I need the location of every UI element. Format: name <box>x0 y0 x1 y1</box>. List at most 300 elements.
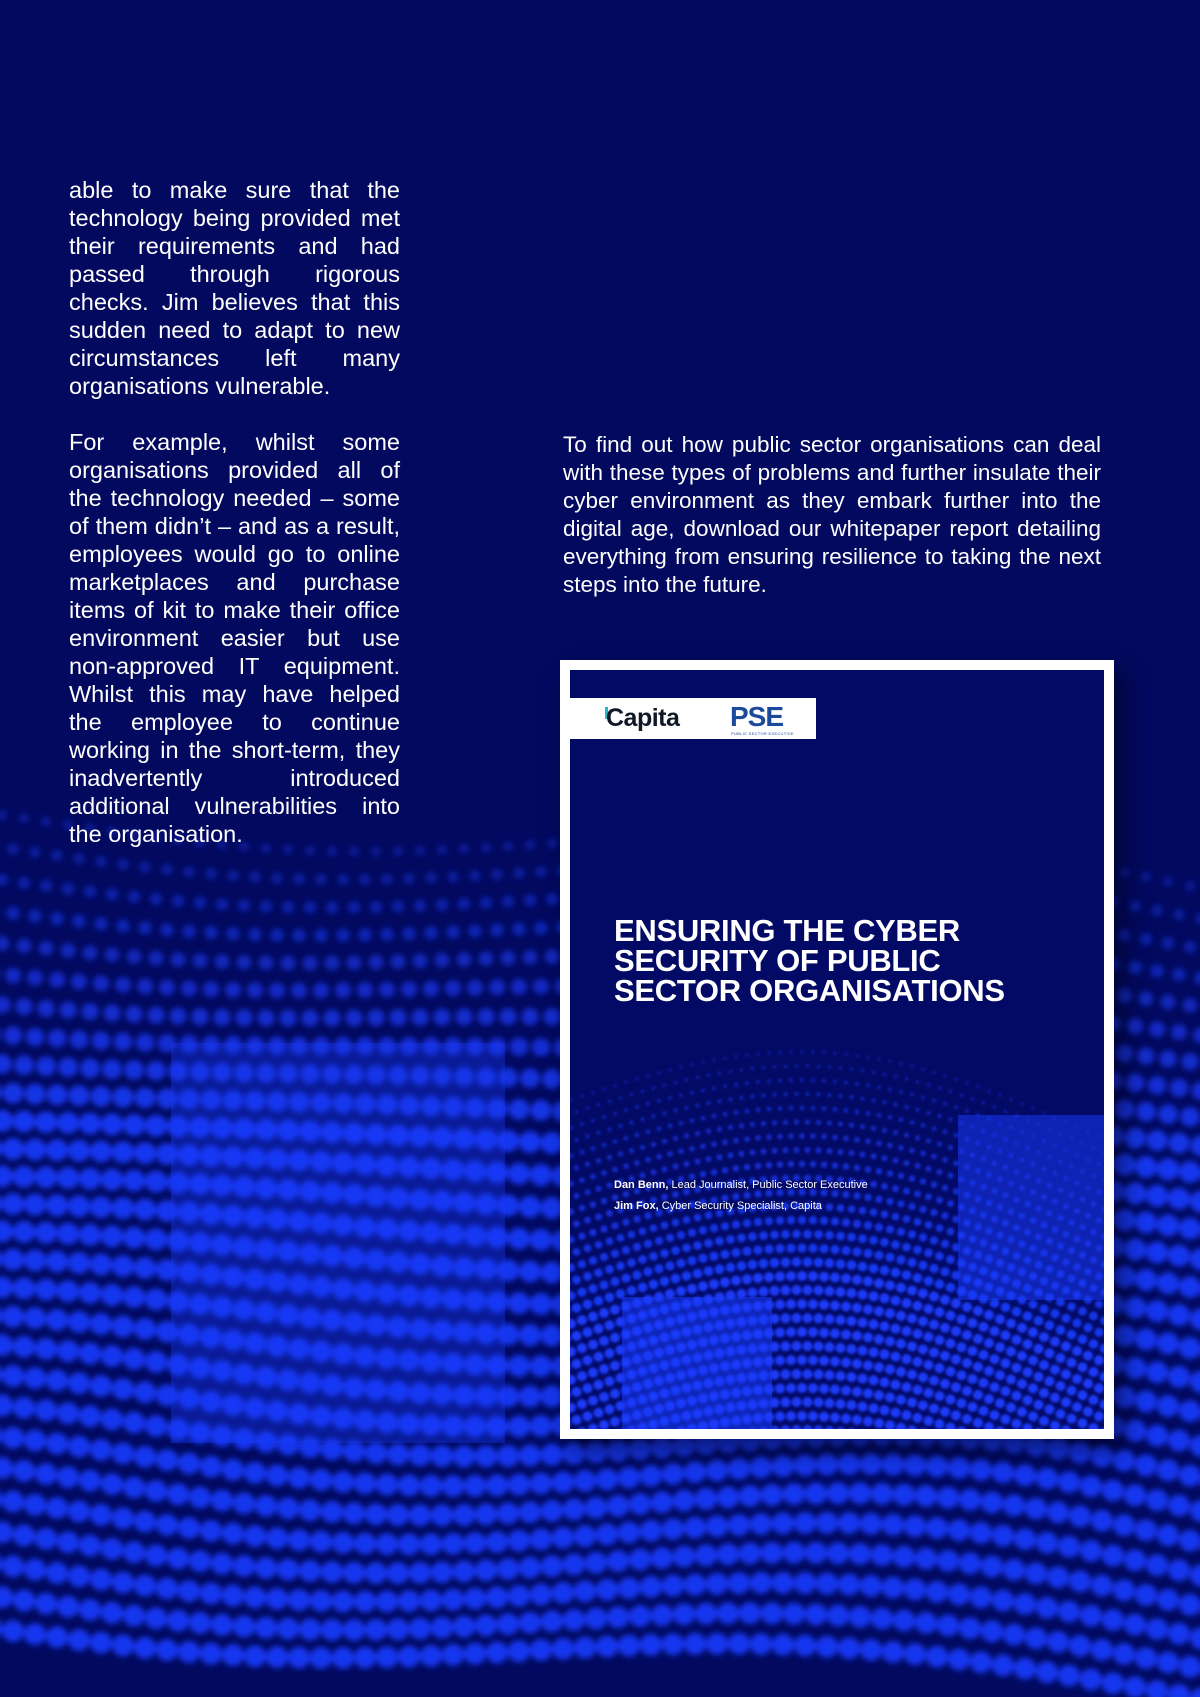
decorative-dot <box>619 1096 623 1100</box>
decorative-dot <box>838 1453 860 1475</box>
decorative-dot <box>35 1279 57 1301</box>
decorative-dot <box>247 982 263 998</box>
decorative-dot <box>1102 1545 1124 1567</box>
decorative-dot <box>679 1093 683 1097</box>
decorative-dot <box>781 1285 791 1295</box>
decorative-dot <box>915 1135 920 1140</box>
decorative-dot <box>365 1503 387 1525</box>
decorative-dot <box>398 1474 420 1496</box>
decorative-dot <box>733 1138 739 1144</box>
decorative-dot <box>853 1192 860 1199</box>
decorative-dot <box>595 1213 602 1220</box>
decorative-dot <box>836 1315 846 1325</box>
decorative-dot <box>159 980 175 996</box>
decorative-dot <box>90 1141 112 1163</box>
decorative-dot <box>992 1654 1014 1676</box>
decorative-dot <box>984 1366 994 1376</box>
decorative-dot <box>827 1542 849 1564</box>
decorative-dot <box>1100 1400 1105 1410</box>
decorative-dot <box>814 1285 824 1295</box>
decorative-dot <box>226 927 240 941</box>
decorative-dot <box>35 1222 57 1244</box>
decorative-dot <box>583 1300 593 1310</box>
decorative-dot <box>27 970 43 986</box>
decorative-dot <box>662 1518 684 1540</box>
decorative-dot <box>742 1274 752 1284</box>
decorative-dot <box>858 1290 868 1300</box>
decorative-dot <box>897 1228 905 1236</box>
decorative-dot <box>629 1438 651 1460</box>
decorative-dot <box>46 1251 68 1273</box>
decorative-dot <box>101 1538 123 1560</box>
decorative-dot <box>1072 1346 1082 1356</box>
decorative-dot <box>954 1078 957 1081</box>
decorative-dot <box>737 1234 746 1243</box>
decorative-dot <box>123 1114 145 1136</box>
decorative-dot <box>775 1244 784 1253</box>
decorative-dot <box>1190 1564 1200 1586</box>
decorative-dot <box>970 1459 992 1481</box>
decorative-dot <box>915 1612 937 1634</box>
decorative-dot <box>552 1471 574 1493</box>
decorative-dot <box>668 1096 672 1100</box>
decorative-dot <box>836 1399 846 1409</box>
decorative-dot <box>1168 1188 1190 1210</box>
decorative-dot <box>596 1636 618 1658</box>
decorative-dot <box>389 1009 406 1026</box>
decorative-dot <box>227 870 238 881</box>
decorative-dot <box>860 1124 865 1129</box>
decorative-dot <box>907 1426 917 1430</box>
decorative-dot <box>606 1182 612 1188</box>
decorative-dot <box>1180 1107 1200 1127</box>
decorative-dot <box>910 1065 913 1068</box>
decorative-dot <box>137 978 153 994</box>
decorative-dot <box>321 1619 343 1641</box>
decorative-dot <box>973 1418 983 1428</box>
decorative-dot <box>657 1126 662 1131</box>
decorative-dot <box>0 1457 13 1479</box>
decorative-dot <box>740 1068 744 1072</box>
decorative-dot <box>35 1399 57 1421</box>
decorative-dot <box>605 1376 615 1386</box>
decorative-dot <box>156 1449 178 1471</box>
decorative-dot <box>542 1069 562 1089</box>
decorative-dot <box>594 1324 604 1334</box>
author-line <box>614 1199 822 1213</box>
decorative-dot <box>833 1080 837 1084</box>
decorative-dot <box>959 1489 981 1511</box>
decorative-dot <box>577 1343 587 1353</box>
decorative-dot <box>26 1028 44 1046</box>
decorative-dot <box>723 1084 727 1088</box>
decorative-dot <box>266 1588 288 1610</box>
decorative-dot <box>899 1117 904 1122</box>
decorative-dot <box>570 1236 575 1243</box>
decorative-dot <box>947 1172 953 1178</box>
decorative-dot <box>871 1098 875 1102</box>
decorative-dot <box>891 1240 900 1249</box>
decorative-dot <box>739 1542 761 1564</box>
decorative-dot <box>717 1543 739 1565</box>
decorative-dot <box>885 1392 895 1402</box>
decorative-dot <box>761 1542 783 1564</box>
decorative-dot <box>761 1093 765 1097</box>
decorative-dot <box>534 921 548 935</box>
decorative-dot <box>652 1087 656 1091</box>
decorative-dot <box>1050 1421 1060 1429</box>
decorative-dot <box>825 1370 835 1380</box>
decorative-dot <box>892 1158 898 1164</box>
decorative-dot <box>570 1153 574 1158</box>
decorative-dot <box>891 1324 901 1334</box>
decorative-dot <box>519 1557 541 1579</box>
decorative-dot <box>880 1349 890 1359</box>
decorative-dot <box>145 1544 167 1566</box>
decorative-dot <box>41 817 51 827</box>
decorative-dot <box>841 1246 850 1255</box>
decorative-dot <box>114 1033 132 1051</box>
decorative-dot <box>847 1344 857 1354</box>
decorative-dot <box>940 1379 950 1389</box>
decorative-dot <box>541 1555 563 1577</box>
decorative-dot <box>573 1248 581 1256</box>
decorative-dot <box>936 1224 944 1232</box>
decorative-dot <box>882 1453 904 1475</box>
decorative-dot <box>502 895 514 907</box>
decorative-dot <box>899 1062 902 1065</box>
decorative-dot <box>617 1234 625 1242</box>
decorative-dot <box>863 1360 873 1370</box>
decorative-dot <box>800 1078 804 1082</box>
decorative-dot <box>973 1362 983 1372</box>
decorative-dot <box>46 1194 68 1216</box>
decorative-dot <box>935 1279 945 1289</box>
decorative-dot <box>937 1614 959 1636</box>
decorative-dot <box>871 1483 893 1505</box>
decorative-dot <box>18 877 30 889</box>
decorative-dot <box>469 870 480 881</box>
decorative-dot <box>1124 1357 1146 1379</box>
decorative-dot <box>1179 1465 1200 1487</box>
decorative-dot <box>490 923 504 937</box>
decorative-dot <box>676 1286 686 1296</box>
decorative-dot <box>392 900 404 912</box>
decorative-dot <box>62 883 74 895</box>
decorative-dot <box>968 1402 978 1412</box>
decorative-dot <box>200 1583 222 1605</box>
decorative-dot <box>489 979 505 995</box>
decorative-dot <box>893 1484 915 1506</box>
decorative-dot <box>433 1009 450 1026</box>
decorative-dot <box>711 1141 717 1147</box>
decorative-dot <box>610 1361 620 1371</box>
decorative-dot <box>1163 877 1173 887</box>
decorative-dot <box>948 1583 970 1605</box>
decorative-dot <box>743 1219 751 1227</box>
decorative-dot <box>704 1266 714 1276</box>
decorative-dot <box>734 1110 739 1115</box>
decorative-dot <box>948 1648 970 1670</box>
decorative-dot <box>874 1418 884 1428</box>
decorative-dot <box>1135 1212 1157 1234</box>
decorative-dot <box>1113 1514 1135 1536</box>
decorative-dot <box>1069 1505 1091 1527</box>
decorative-dot <box>726 1235 735 1244</box>
decorative-dot <box>888 1060 891 1063</box>
author-name: Jim Fox, <box>614 1200 659 1212</box>
decorative-dot <box>947 1200 954 1207</box>
decorative-dot <box>365 1442 387 1464</box>
decorative-dot <box>57 1112 79 1134</box>
decorative-dot <box>13 1221 35 1243</box>
decorative-dot <box>93 975 109 991</box>
decorative-dot <box>1009 1098 1012 1101</box>
decorative-dot <box>695 1488 717 1510</box>
decorative-dot <box>646 1129 651 1134</box>
decorative-dot <box>1034 1344 1044 1354</box>
decorative-dot <box>814 1313 824 1323</box>
decorative-dot <box>848 1205 856 1213</box>
decorative-dot <box>376 1646 398 1668</box>
decorative-dot <box>369 955 384 970</box>
decorative-dot <box>750 1122 755 1127</box>
decorative-dot <box>825 1342 835 1352</box>
decorative-dot <box>1094 1411 1104 1421</box>
decorative-dot <box>673 1603 695 1625</box>
decorative-dot <box>717 1486 739 1508</box>
decorative-dot <box>858 1318 868 1328</box>
decorative-dot <box>748 1288 758 1298</box>
decorative-dot <box>700 1143 706 1149</box>
decorative-dot <box>1072 1318 1081 1327</box>
decorative-dot <box>1039 1360 1049 1370</box>
decorative-dot <box>913 1246 922 1255</box>
decorative-dot <box>847 1233 856 1242</box>
capita-logo: Capita <box>606 704 680 732</box>
decorative-dot <box>68 1436 90 1458</box>
decorative-dot <box>633 1215 640 1222</box>
decorative-dot <box>519 1501 541 1523</box>
whitepaper-cover[interactable] <box>560 660 1114 1439</box>
decorative-dot <box>847 1288 857 1298</box>
decorative-dot <box>0 996 11 1013</box>
decorative-dot <box>1083 1351 1093 1361</box>
decorative-dot <box>755 1163 762 1170</box>
decorative-dot <box>101 1284 123 1306</box>
decorative-dot <box>610 1277 619 1286</box>
decorative-dot <box>1023 1339 1033 1349</box>
decorative-dot <box>1091 1445 1113 1467</box>
decorative-dot <box>1193 1027 1200 1043</box>
decorative-dot <box>178 1641 200 1663</box>
decorative-dot <box>570 1391 571 1401</box>
decorative-dot <box>810 1161 817 1168</box>
decorative-dot <box>1017 1407 1027 1417</box>
decorative-dot <box>1151 905 1162 916</box>
decorative-dot <box>962 1414 972 1424</box>
decorative-dot <box>828 1065 832 1069</box>
decorative-dot <box>885 1336 895 1346</box>
decorative-dot <box>803 1285 813 1295</box>
decorative-dot <box>354 1472 376 1494</box>
decorative-dot <box>491 869 502 880</box>
pse-logo-subtitle: PUBLIC SECTOR EXECUTIVE <box>731 731 794 736</box>
decorative-dot <box>865 1139 871 1145</box>
decorative-dot <box>57 1596 79 1618</box>
decorative-dot <box>657 1071 660 1074</box>
decorative-dot <box>863 1416 873 1426</box>
decorative-dot <box>882 1514 904 1536</box>
decorative-dot <box>655 1237 663 1245</box>
decorative-dot <box>761 1484 783 1506</box>
decorative-dot <box>1149 1021 1165 1037</box>
decorative-dot <box>843 1163 850 1170</box>
decorative-dot <box>541 1610 563 1632</box>
decorative-dot <box>605 1404 615 1414</box>
decorative-dot <box>929 1292 939 1302</box>
decorative-dot <box>379 982 395 998</box>
decorative-dot <box>789 1051 792 1054</box>
decorative-dot <box>869 1347 879 1357</box>
decorative-dot <box>957 1370 967 1380</box>
decorative-dot <box>942 1157 948 1163</box>
decorative-dot <box>662 1633 684 1655</box>
decorative-dot <box>803 1341 813 1351</box>
decorative-dot <box>0 874 8 886</box>
decorative-dot <box>213 1009 230 1026</box>
decorative-dot <box>781 1258 791 1268</box>
decorative-dot <box>657 1099 661 1103</box>
decorative-dot <box>654 1264 663 1273</box>
decorative-dot <box>924 1360 934 1370</box>
decorative-dot <box>160 923 174 937</box>
decorative-dot <box>1190 1627 1200 1649</box>
decorative-dot <box>113 1087 134 1108</box>
decorative-dot <box>169 1007 186 1024</box>
decorative-dot <box>830 1357 840 1367</box>
decorative-dot <box>585 1552 607 1574</box>
decorative-dot <box>1171 1024 1187 1040</box>
decorative-dot <box>816 1092 820 1096</box>
decorative-dot <box>750 1633 772 1655</box>
decorative-dot <box>783 1483 805 1505</box>
decorative-dot <box>40 880 52 892</box>
decorative-dot <box>962 1330 972 1340</box>
decorative-dot <box>706 1573 728 1595</box>
decorative-dot <box>606 1210 613 1217</box>
decorative-dot <box>486 1586 508 1608</box>
decorative-dot <box>765 1217 773 1225</box>
decorative-dot <box>13 1397 35 1419</box>
decorative-dot <box>577 1371 587 1381</box>
decorative-dot <box>662 1575 684 1597</box>
decorative-dot <box>532 1038 550 1056</box>
decorative-dot <box>640 1465 662 1487</box>
author-role: Lead Journalist, Public Sector Executive <box>671 1179 868 1191</box>
decorative-dot <box>1118 929 1130 941</box>
decorative-dot <box>365 1562 387 1584</box>
decorative-dot <box>778 1079 782 1083</box>
decorative-dot <box>1058 1665 1080 1687</box>
decorative-dot <box>1124 1297 1146 1319</box>
decorative-dot <box>596 1468 618 1490</box>
decorative-dot <box>387 1562 409 1584</box>
decorative-dot <box>830 1329 840 1339</box>
decorative-dot <box>1179 1400 1200 1422</box>
decorative-dot <box>1113 1386 1135 1408</box>
decorative-dot <box>1146 1185 1168 1207</box>
decorative-dot <box>701 1061 704 1064</box>
decorative-dot <box>249 871 260 882</box>
decorative-dot <box>831 1217 839 1225</box>
decorative-dot <box>1014 1658 1036 1680</box>
decorative-dot <box>1168 1304 1190 1326</box>
right-paragraph: To find out how public sector organisations can deal with these types of problems and further insulate their cyber environment as they embark further into the digital age, download our whitepaper report detailing everything from ensuring resilience to taking the next steps into the future. <box>563 432 1101 597</box>
decorative-dot <box>288 1467 310 1489</box>
decorative-dot <box>1014 1593 1036 1615</box>
decorative-dot <box>948 1117 952 1121</box>
decorative-dot <box>2 1138 24 1160</box>
decorative-dot <box>929 1264 938 1273</box>
decorative-dot <box>0 1304 2 1326</box>
decorative-dot <box>771 1148 777 1154</box>
decorative-dot <box>786 1383 796 1393</box>
decorative-dot <box>1034 1428 1044 1429</box>
decorative-dot <box>896 1339 906 1349</box>
decorative-dot <box>616 1262 625 1271</box>
decorative-dot <box>1146 1554 1168 1576</box>
decorative-dot <box>1135 1454 1157 1476</box>
decorative-dot <box>57 1280 79 1302</box>
decorative-dot <box>814 1230 823 1239</box>
cover-dot-pattern <box>570 670 1104 1429</box>
decorative-dot <box>940 1323 950 1333</box>
decorative-dot <box>2 1365 24 1387</box>
decorative-dot <box>304 901 316 913</box>
decorative-dot <box>468 924 482 938</box>
decorative-dot <box>661 1166 667 1172</box>
decorative-dot <box>519 1386 541 1408</box>
decorative-dot <box>803 1313 813 1323</box>
decorative-dot <box>847 1316 857 1326</box>
decorative-dot <box>1161 995 1176 1010</box>
decorative-dot <box>59 1002 76 1019</box>
logo-strip <box>570 698 816 739</box>
decorative-dot <box>651 1491 673 1513</box>
decorative-dot <box>767 1107 772 1112</box>
decorative-dot <box>1028 1355 1038 1365</box>
decorative-dot <box>887 1170 894 1177</box>
decorative-dot <box>644 1212 651 1219</box>
decorative-dot <box>1078 1307 1087 1316</box>
decorative-dot <box>530 1293 552 1315</box>
decorative-dot <box>896 1367 906 1377</box>
decorative-dot <box>596 1579 618 1601</box>
decorative-dot <box>486 1474 508 1496</box>
decorative-dot <box>50 912 64 926</box>
decorative-dot <box>112 1572 134 1594</box>
decorative-dot <box>613 1084 616 1087</box>
decorative-dot <box>794 1454 816 1476</box>
decorative-dot <box>145 1607 167 1629</box>
decorative-dot <box>1114 1100 1134 1120</box>
decorative-dot <box>951 1382 961 1392</box>
decorative-dot <box>936 1197 943 1204</box>
decorative-dot <box>766 1134 772 1140</box>
decorative-dot <box>875 1223 883 1231</box>
decorative-dot <box>798 1216 806 1224</box>
